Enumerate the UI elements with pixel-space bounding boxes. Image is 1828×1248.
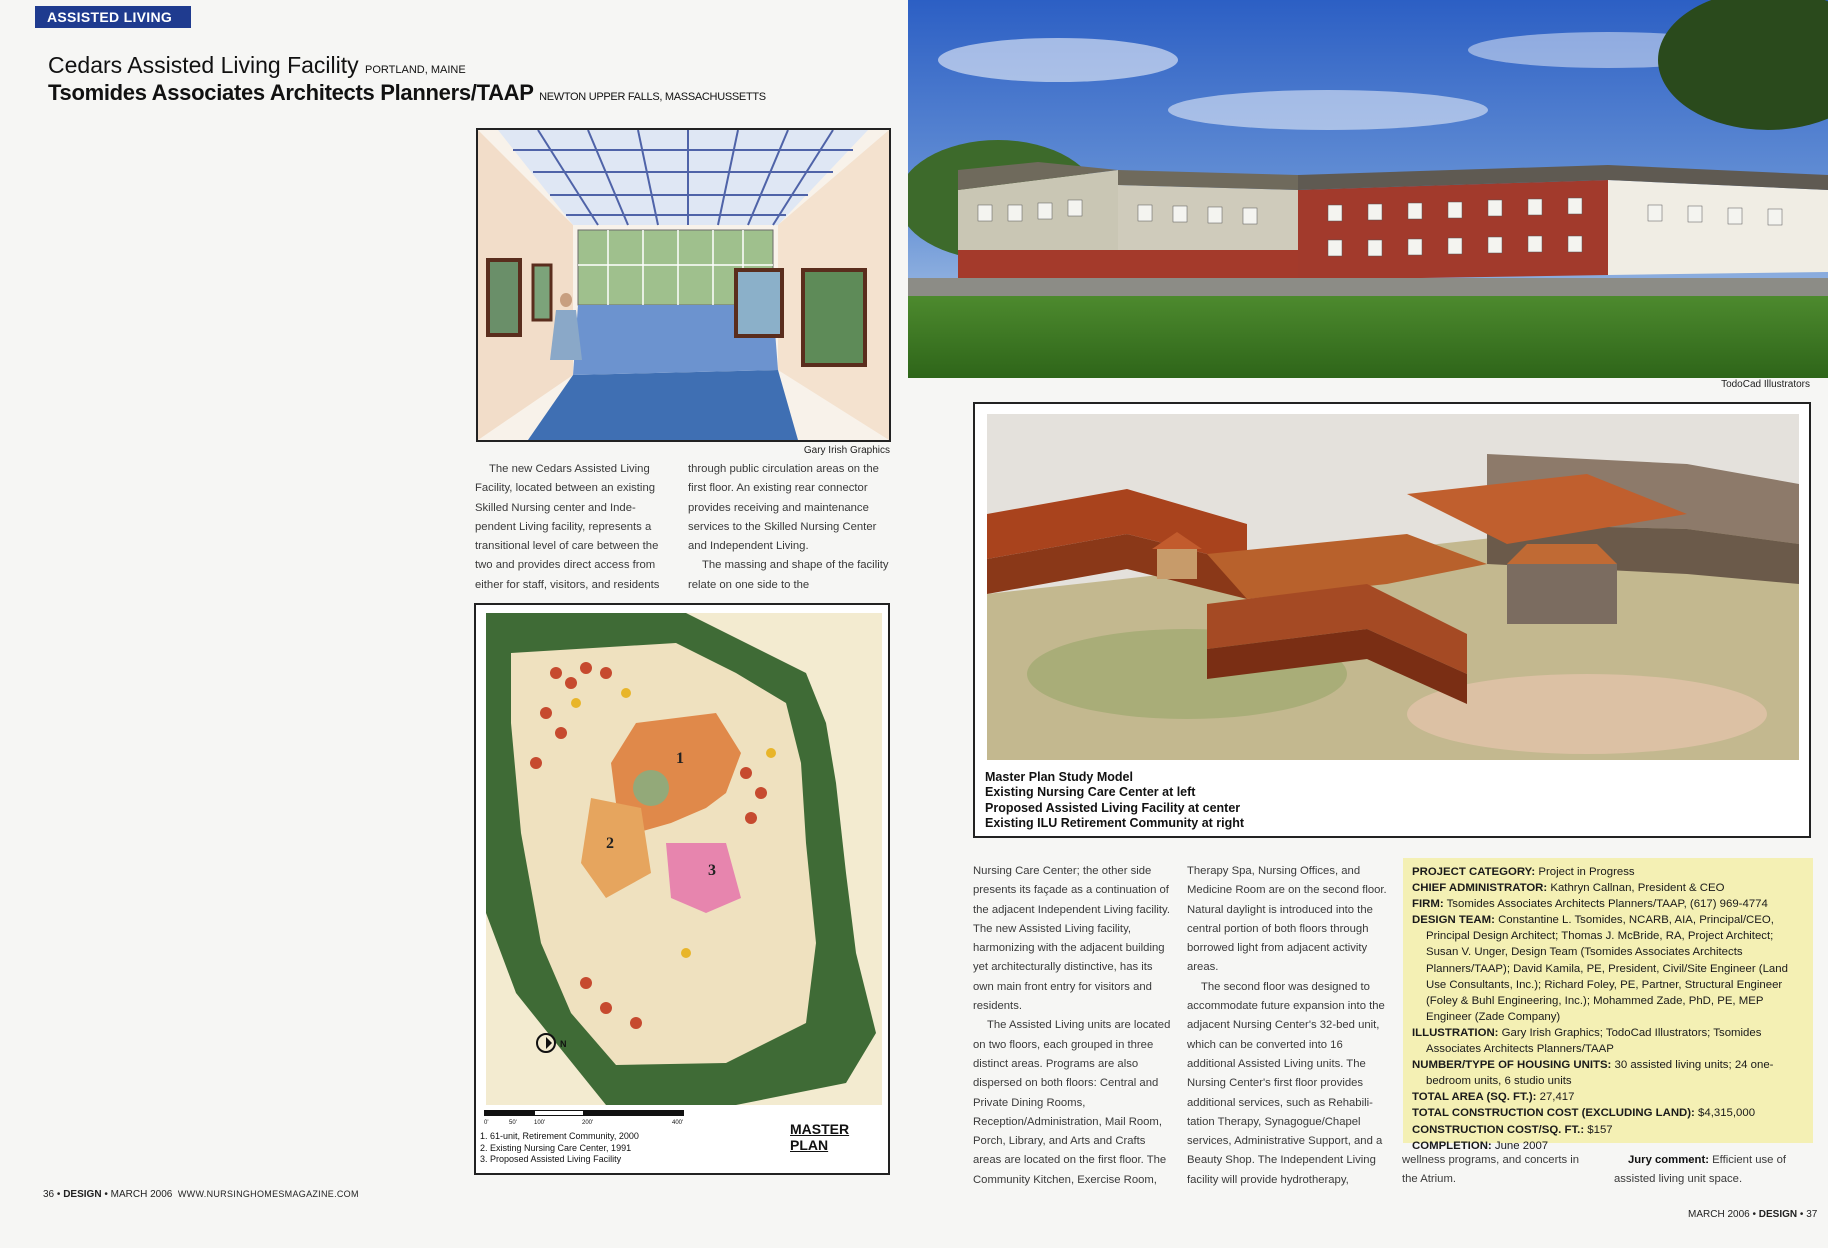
fact-value: Project in Progress [1538, 866, 1635, 878]
fact-label: DESIGN TEAM: [1412, 914, 1495, 927]
right-page-number: 37 [1806, 1209, 1818, 1220]
master-plan-label: MASTER PLAN [790, 1121, 850, 1153]
atrium-illustration [476, 128, 891, 442]
fact-value: Constantine L. Tsomides, NCARB, AIA, Principal/CEO, Principal Design Architect; Thomas J. McBride, RA, Project Architect; Susan V. Unger, Design Team (Tsomides Associates Architects Planners/TAAP); David Kamila, PE, President, Civil/Site Engineer (Land Use Consultants, Inc.); Richard Foley, PE, Partner, Structural Engineer (Foley & Buhl Engineering, Inc.); Mohammed Zade, PhD, PE, MEP Engineer (Zade Company) [1426, 914, 1788, 1023]
jury-label: Jury comment: [1628, 1154, 1709, 1166]
article-paragraph: through public circulation areas on the first floor. An existing rear connector provides receiving and maintenance services to the Skilled Nursing Center and Independent Living. [688, 463, 879, 553]
fact-value: Kathryn Callnan, President & CEO [1550, 882, 1725, 895]
master-plan-note-3: 3. Proposed Assisted Living Facility [480, 1154, 622, 1164]
right-footer-date: MARCH 2006 [1688, 1209, 1750, 1220]
scale-label: 50' [509, 1120, 517, 1126]
plan-number-3: 3 [708, 862, 716, 879]
fact-label: COMPLETION: [1412, 1139, 1492, 1152]
fact-value: 27,417 [1539, 1091, 1575, 1104]
project-location: PORTLAND, MAINE [365, 64, 466, 76]
fact-value: June 2007 [1494, 1139, 1549, 1152]
fact-row [1412, 912, 1804, 1025]
footer-separator: • [1752, 1209, 1756, 1220]
right-footer-design: DESIGN [1758, 1209, 1798, 1220]
article-col-2 [688, 460, 893, 595]
master-plan-notes [480, 1131, 639, 1166]
left-page-number: 36 [43, 1189, 55, 1200]
fact-row [1412, 1089, 1804, 1105]
scale-label: 0' [484, 1120, 489, 1126]
atrium-credit: Gary Irish Graphics [803, 445, 890, 456]
firm-title [48, 80, 766, 106]
article-paragraph: The Assisted Living units are located on two floors, each grouped in three distinct areas. Programs are also dispersed on both floors: Central and Private Dining Rooms, Reception/Administration, Mail Room, Porch, Library, and Arts and Crafts areas are located on the first floor. The Community Kitchen, Exercise Room, [973, 1019, 1171, 1186]
jury-comment [1614, 1151, 1814, 1190]
footer-separator: • [104, 1189, 108, 1200]
footer-url: WWW.NURSINGHOMESMAGAZINE.COM [177, 1189, 359, 1199]
left-footer-date: MARCH 2006 [110, 1189, 173, 1200]
master-plan-note-2: 2. Existing Nursing Care Center, 1991 [480, 1142, 632, 1153]
jury-text: Efficient use of assisted living unit space. [1614, 1154, 1787, 1186]
fact-label: FIRM: [1412, 898, 1444, 911]
study-model-figure [973, 402, 1811, 838]
master-plan-drawing [486, 613, 882, 1105]
fact-label: PROJECT CATEGORY: [1412, 866, 1536, 878]
fact-row [1412, 1138, 1804, 1154]
atrium-sketch [478, 130, 889, 440]
fact-row [1412, 1105, 1804, 1121]
firm-name: Tsomides Associates Architects Planners/TAAP [48, 80, 534, 105]
project-name: Cedars Assisted Living Facility [48, 52, 359, 78]
article-paragraph: Nursing Care Center; the other side presents its façade as a continuation of the adjacent Independent Living facility. The new Assisted Living facility, harmonizing with the adjacent building yet architecturally distinctive, has its own main front entry for visitors and residents. [973, 865, 1170, 1013]
fact-value: Tsomides Associates Architects Planners/TAAP, (617) 969-4774 [1446, 898, 1768, 911]
article-col-5 [1402, 1151, 1592, 1190]
article-paragraph: The new Cedars Assisted Living Facility, located between an existing Skilled Nursing center and Inde-pendent Living facility, represents a transitional level of care between the two and provides direct access from either for staff, visitors, and residents [475, 463, 660, 591]
master-plan-note-1: 1. 61-unit, Retirement Community, 2000 [480, 1131, 639, 1141]
fact-row [1412, 1122, 1804, 1138]
north-label: N [560, 1039, 567, 1049]
fact-row [1412, 864, 1804, 880]
fact-value: $157 [1587, 1123, 1613, 1136]
fact-row [1412, 896, 1804, 912]
model-caption-line-2: Existing Nursing Care Center at left [985, 785, 1196, 800]
fact-row [1412, 880, 1804, 896]
fact-row [1412, 1025, 1804, 1057]
fact-label: TOTAL CONSTRUCTION COST (EXCLUDING LAND): [1412, 1107, 1695, 1120]
model-caption-line-1: Master Plan Study Model [985, 770, 1133, 784]
scale-label: 100' [534, 1120, 546, 1126]
project-title [48, 52, 466, 79]
fact-label: CONSTRUCTION COST/SQ. FT.: [1412, 1123, 1585, 1136]
plan-number-1: 1 [676, 750, 684, 767]
model-caption-line-4: Existing ILU Retirement Community at right [985, 816, 1245, 831]
article-col-4 [1187, 862, 1387, 1190]
scale-labels [484, 1118, 684, 1127]
article-paragraph: The massing and shape of the facility relate on one side to the [688, 559, 889, 591]
article-paragraph: Therapy Spa, Nursing Offices, and Medicine Room are on the second floor. Natural daylight is introduced into the central portion of both floors through borrowed light from adjacent activity areas. [1187, 865, 1387, 974]
fact-value: Gary Irish Graphics; TodoCad Illustrators; Tsomides Associates Architects Planners/TAAP [1426, 1026, 1762, 1056]
exterior-rendering [908, 0, 1828, 378]
project-facts-box [1403, 858, 1813, 1152]
fact-label: TOTAL AREA (SQ. FT.): [1412, 1091, 1537, 1104]
exterior-image [908, 0, 1828, 378]
fact-value: $4,315,000 [1698, 1107, 1756, 1120]
fact-value: 30 assisted living units; 24 one-bedroom units, 6 studio units [1426, 1059, 1774, 1088]
left-page-footer [43, 1189, 359, 1200]
scale-label: 400' [672, 1120, 684, 1126]
model-caption-line-3: Proposed Assisted Living Facility at center [985, 800, 1241, 815]
article-col-3 [973, 862, 1173, 1190]
scale-label: 200' [582, 1120, 594, 1126]
fact-label: CHIEF ADMINISTRATOR: [1412, 882, 1548, 895]
master-plan-figure [474, 603, 890, 1175]
firm-location: NEWTON UPPER FALLS, MASSACHUSSETTS [539, 91, 766, 103]
section-tag: ASSISTED LIVING [35, 6, 191, 28]
article-paragraph: The second floor was designed to accommodate future expansion into the adjacent Nursing Center's 32-bed unit, which can be converted into 16 additional Assisted Living units. The Nursing Center's first floor provides additional services, such as Rehabili-tation Therapy, Synagogue/Chapel services, Administrative Support, and a Beauty Shop. The Independent Living facility will provide hydrotherapy, [1187, 980, 1385, 1186]
study-model-photo [987, 414, 1799, 760]
article-paragraph: wellness programs, and concerts in the Atrium. [1402, 1154, 1580, 1186]
footer-separator: • [1799, 1209, 1804, 1220]
fact-row [1412, 1057, 1804, 1089]
model-caption [985, 770, 1244, 832]
fact-label: NUMBER/TYPE OF HOUSING UNITS: [1412, 1059, 1612, 1072]
plan-number-2: 2 [606, 835, 614, 852]
footer-separator: • [56, 1189, 61, 1200]
fact-label: ILLUSTRATION: [1412, 1026, 1499, 1039]
scale-bar [484, 1110, 684, 1116]
left-footer-design: DESIGN [63, 1189, 102, 1200]
right-page-footer [1688, 1209, 1817, 1220]
exterior-credit: TodoCad Illustrators [1721, 379, 1810, 390]
article-col-1 [475, 460, 670, 595]
